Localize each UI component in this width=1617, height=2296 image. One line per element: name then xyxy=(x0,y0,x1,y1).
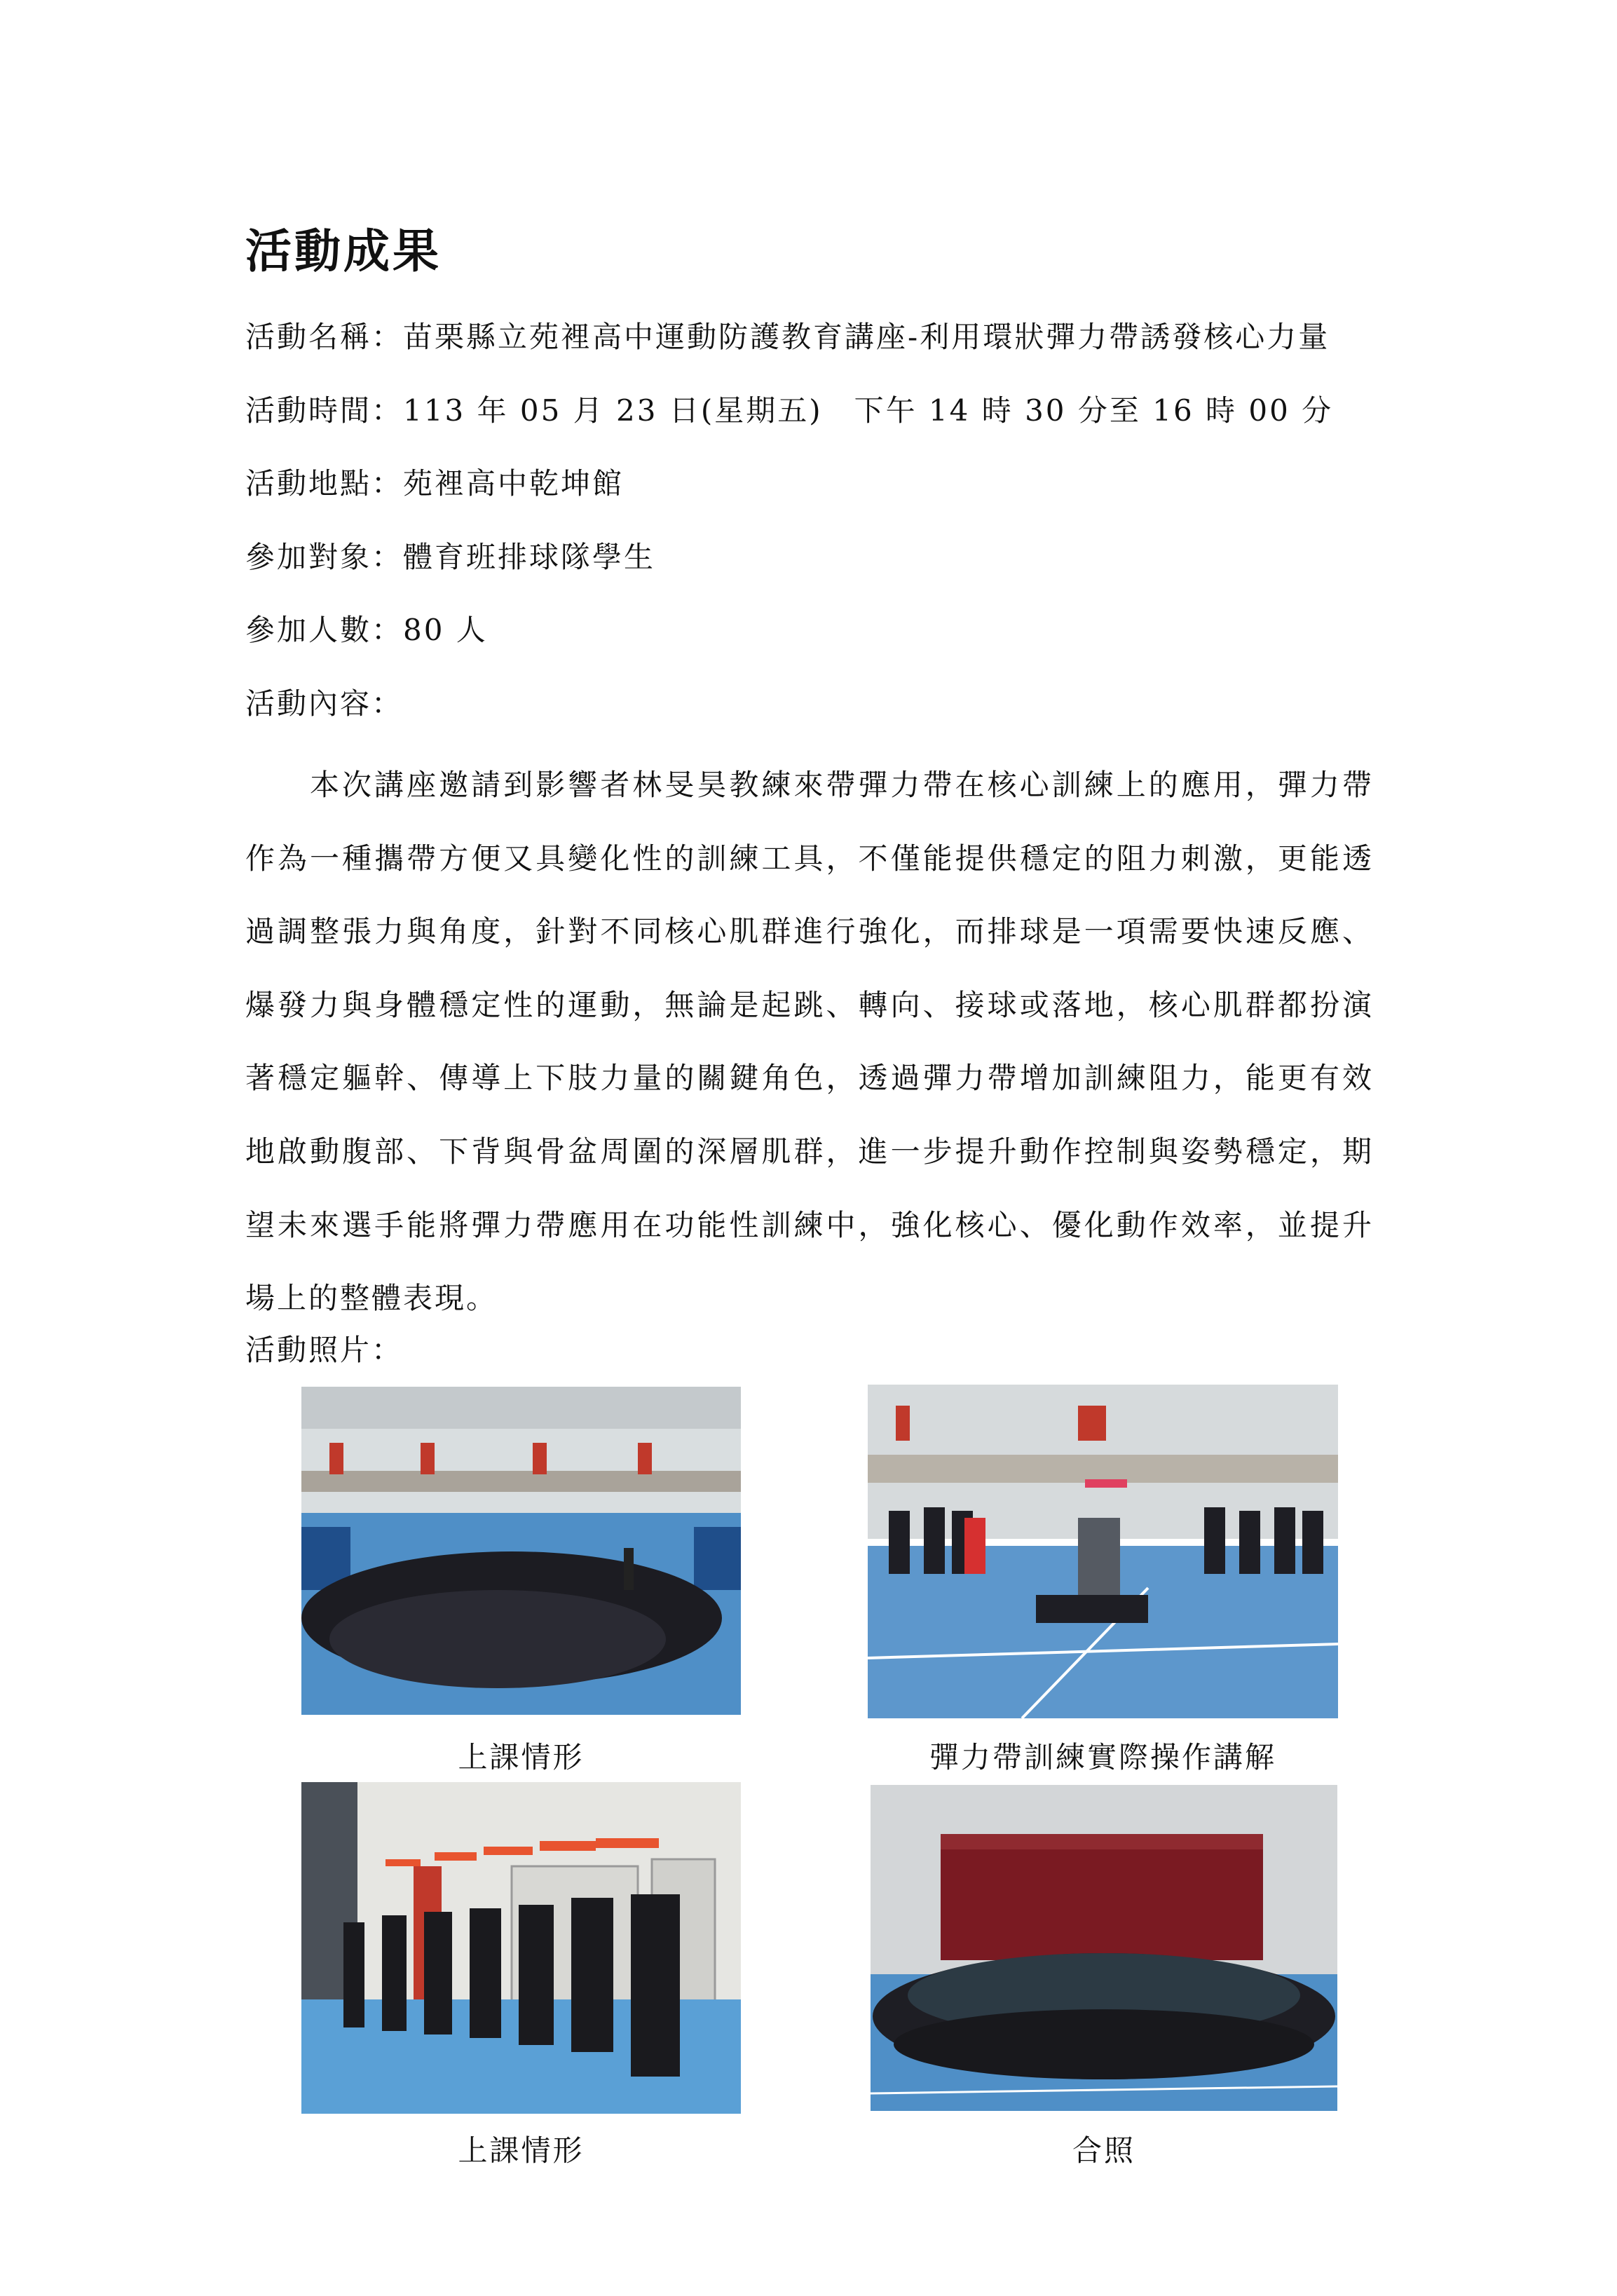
seated-group-photo xyxy=(301,1387,741,1715)
field-value: 苑裡高中乾坤館 xyxy=(403,466,625,501)
field-activity-time xyxy=(245,388,1333,430)
field-value: 113 年 05 月 23 日(星期五) 下午 14 時 30 分至 16 時 00 分 xyxy=(403,393,1334,428)
field-activity-location xyxy=(245,461,624,503)
field-value: 80 人 xyxy=(403,613,488,647)
field-label: 活動時間： xyxy=(245,393,404,428)
group-photo xyxy=(871,1785,1337,2111)
lunge-training-photo xyxy=(301,1782,741,2114)
field-value: 體育班排球隊學生 xyxy=(403,540,656,574)
field-participant-count xyxy=(245,607,488,649)
field-label: 活動名稱： xyxy=(245,320,404,354)
field-activity-content xyxy=(245,681,403,723)
field-label: 活動地點： xyxy=(245,466,404,501)
field-participants xyxy=(245,534,655,576)
photo-caption: 合照 xyxy=(1072,2133,1135,2168)
photo-caption: 上課情形 xyxy=(458,1740,585,1774)
page-title: 活動成果 xyxy=(245,224,442,278)
photos-label: 活動照片： xyxy=(245,1333,404,1367)
demonstration-photo xyxy=(868,1385,1338,1718)
field-label: 活動內容： xyxy=(245,686,404,721)
field-label: 參加對象： xyxy=(245,540,404,574)
field-value: 苗栗縣立苑裡高中運動防護教育講座-利用環狀彈力帶誘發核心力量 xyxy=(403,320,1330,354)
field-label: 參加人數： xyxy=(245,613,404,647)
content-paragraph: 本次講座邀請到影響者林旻昊教練來帶彈力帶在核心訓練上的應用，彈力帶作為一種攜帶方便又具變化性的訓練工具，不僅能提供穩定的阻力刺激，更能透過調整張力與角度，針對不同核心肌群進行強化，而排球是一項需要快速反應、爆發力與身體穩定性的運動，無論是起跳、轉向、接球或落地，核心肌群都扮演著穩定軀幹、傳導上下肢力量的關鍵角色，透過彈力帶增加訓練阻力，能更有效地啟動腹部、下背與骨盆周圍的深層肌群，進一步提升動作控制與姿勢穩定，期望未來選手能將彈力帶應用在功能性訓練中，強化核心、優化動作效率，並提升場上的整體表現。 xyxy=(245,768,1374,1316)
photo-caption: 彈力帶訓練實際操作講解 xyxy=(929,1740,1276,1774)
photo-caption: 上課情形 xyxy=(458,2133,585,2168)
field-activity-name xyxy=(245,314,1330,356)
